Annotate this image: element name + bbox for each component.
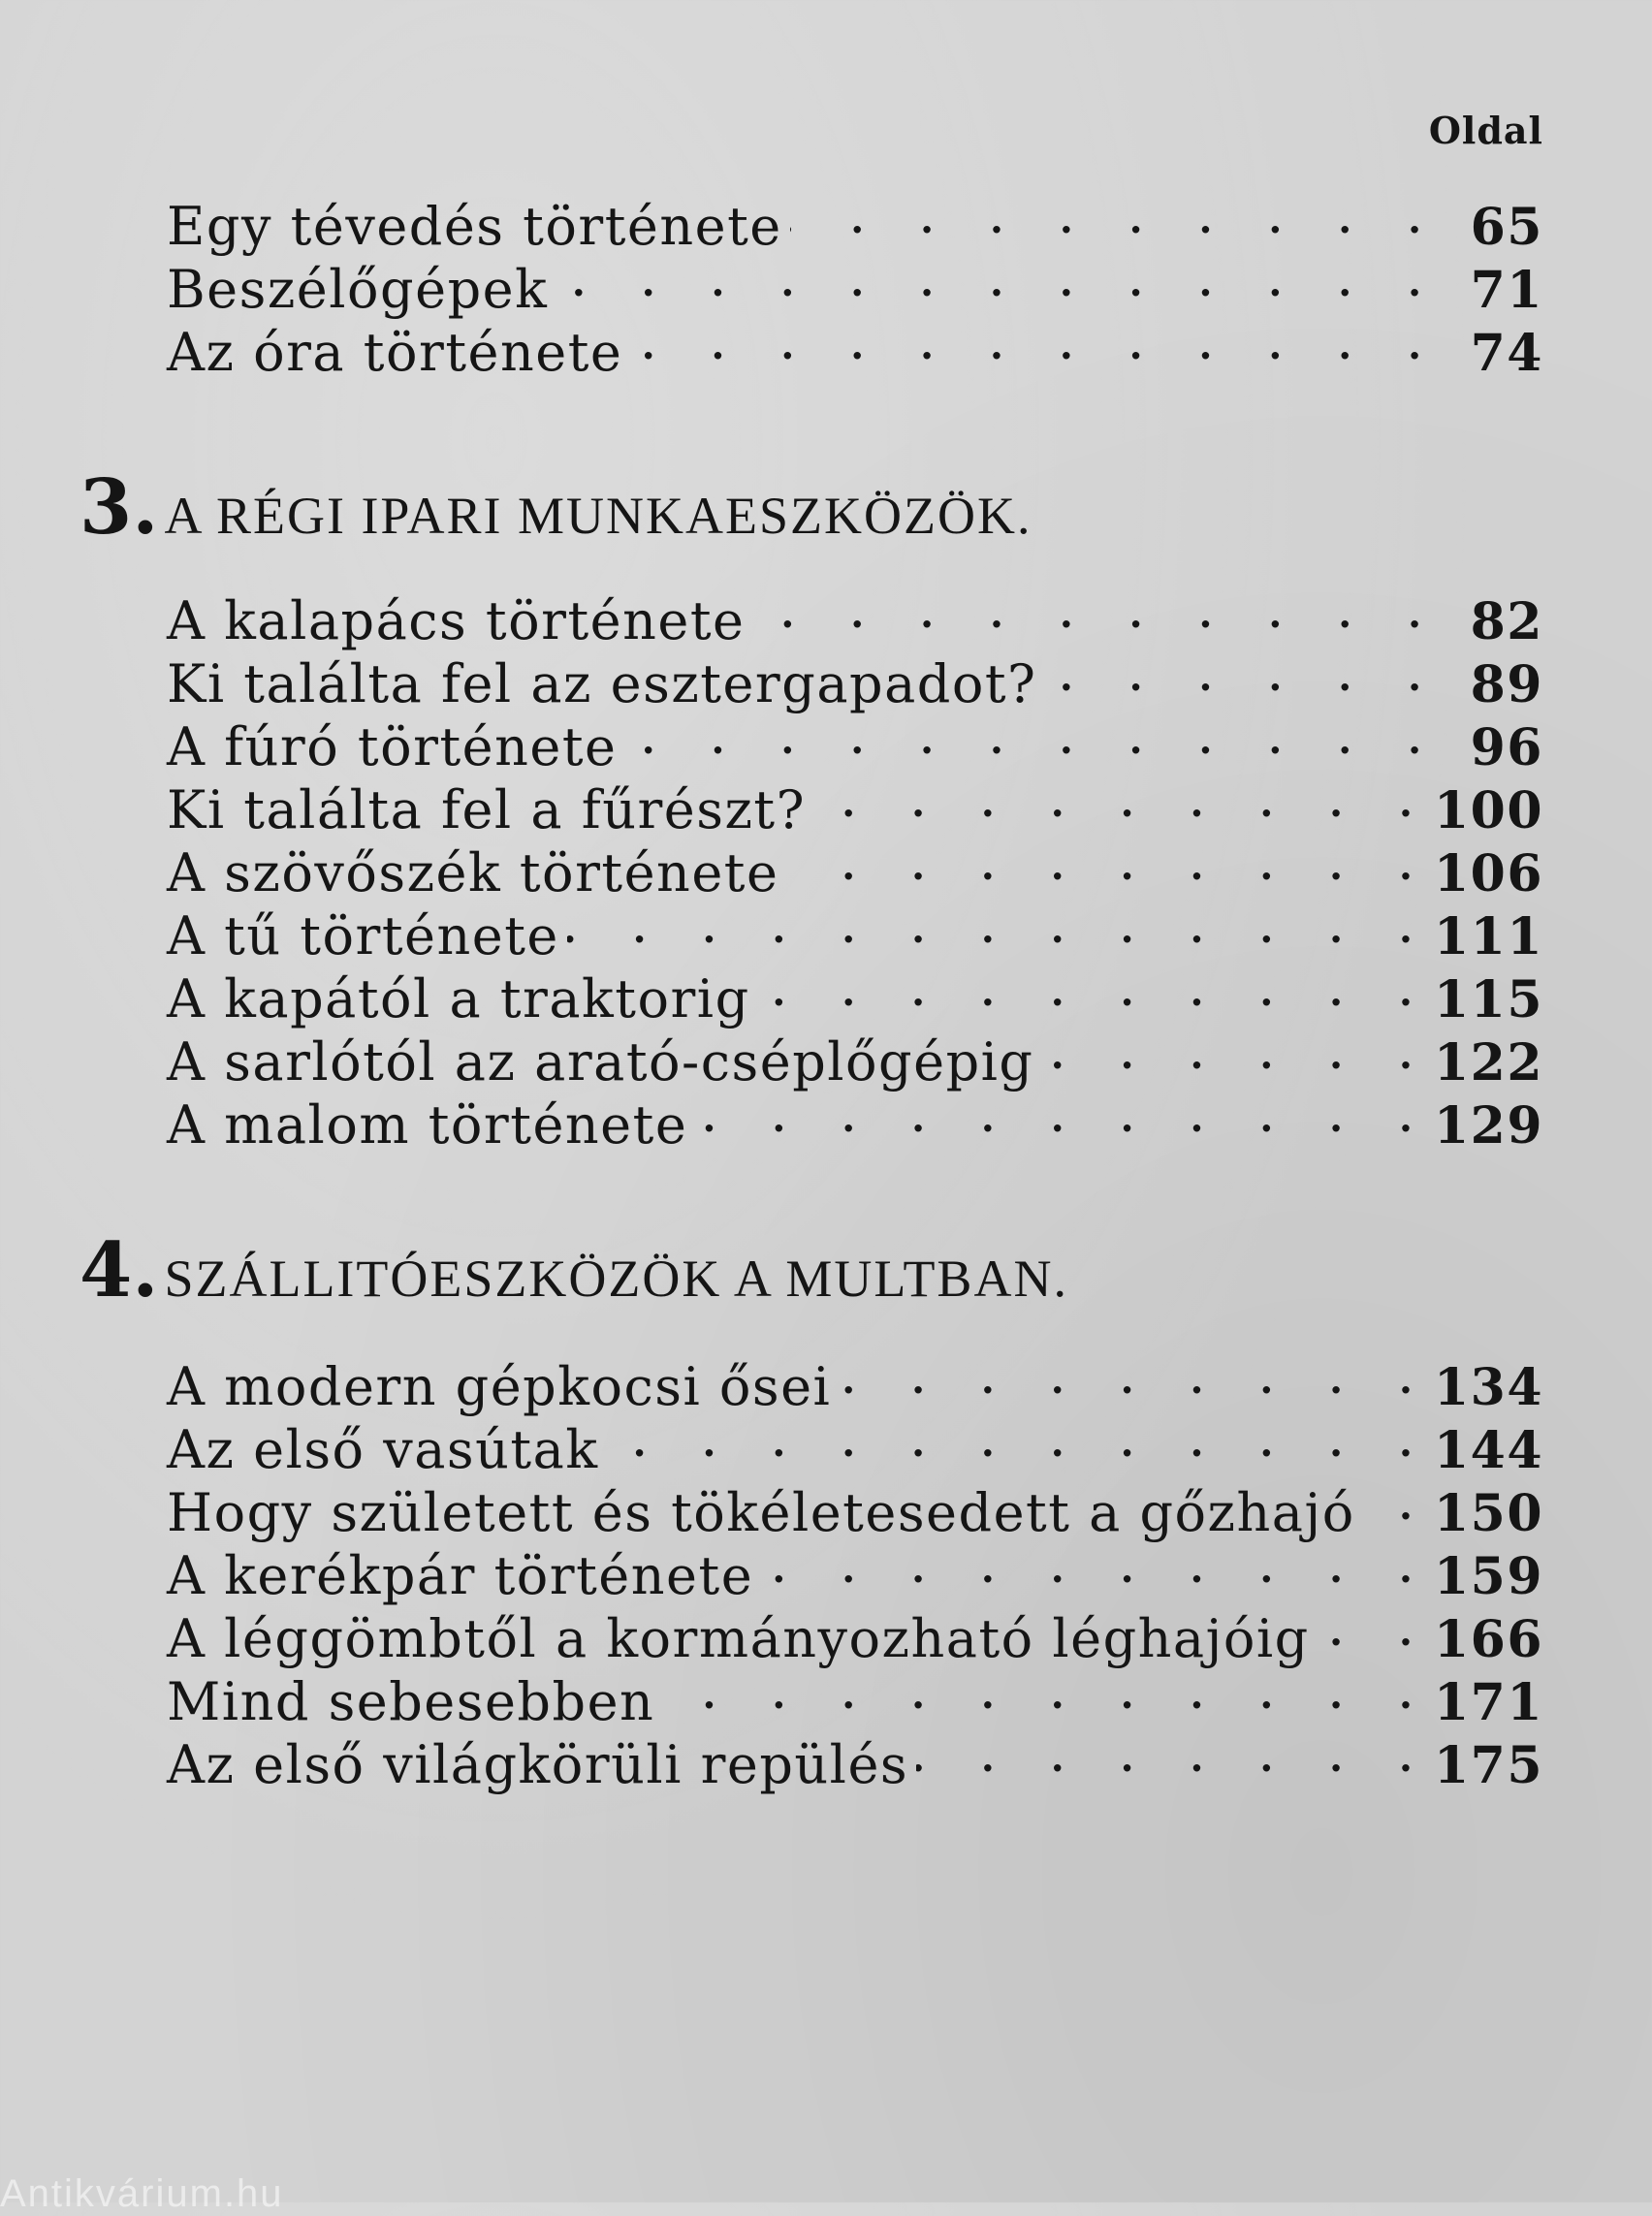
dot-leader (753, 586, 1444, 639)
toc-entry-title: Az első vasútak (167, 1419, 599, 1480)
toc-entry-title: Ki találta fel a fűrészt? (167, 779, 807, 840)
toc-entry-page: 171 (1433, 1673, 1543, 1732)
watermark: Antikvárium.hu (0, 2172, 284, 2215)
toc-entry-page: 65 (1470, 198, 1543, 257)
toc-entry-page: 96 (1470, 718, 1543, 777)
toc-entry-page: 150 (1433, 1484, 1543, 1543)
toc-entry (167, 1667, 1543, 1730)
toc-section-chapter3 (0, 586, 1652, 1154)
toc-entry-title: Mind sebesebben (167, 1671, 655, 1732)
dot-leader (758, 965, 1434, 1017)
dot-leader (625, 712, 1444, 765)
toc-entry-title: A kerékpár története (167, 1545, 754, 1606)
toc-entry (167, 1541, 1543, 1604)
dot-leader (1363, 1478, 1434, 1531)
toc-entry-page: 134 (1433, 1358, 1543, 1417)
toc-entry-page: 71 (1470, 261, 1543, 320)
toc-list (0, 192, 1652, 381)
toc-list (0, 586, 1652, 1154)
chapter-heading-4 (79, 1226, 1068, 1314)
dot-leader (1045, 649, 1444, 702)
toc-entry (167, 965, 1543, 1028)
dot-leader (607, 1415, 1434, 1468)
toc-entry (167, 255, 1543, 318)
toc-entry-page: 175 (1433, 1736, 1543, 1795)
toc-entry (167, 839, 1543, 902)
toc-entry (167, 712, 1543, 776)
toc-entry (167, 1478, 1543, 1541)
toc-entry (167, 649, 1543, 712)
chapter-number: 4. (79, 1226, 159, 1314)
toc-entry (167, 1028, 1543, 1091)
dot-leader (786, 839, 1434, 891)
toc-entry-title: A léggömbtől a kormányozható léghajóig (167, 1608, 1310, 1669)
toc-entry (167, 902, 1543, 965)
toc-entry-page: 166 (1433, 1610, 1543, 1669)
toc-entry (167, 1352, 1543, 1415)
chapter-heading-3 (79, 463, 1032, 552)
toc-entry-title: A modern gépkocsi ősei (167, 1356, 832, 1417)
dot-leader (813, 776, 1434, 828)
toc-entry-page: 115 (1433, 970, 1543, 1029)
toc-entry-title: A tű története (167, 905, 559, 966)
dot-leader (790, 192, 1443, 244)
dot-leader (567, 902, 1434, 954)
chapter-title: SZÁLLITÓESZKÖZÖK A MULTBAN. (164, 1250, 1068, 1308)
page-column-label: Oldal (1428, 109, 1543, 152)
toc-entry-page: 111 (1433, 907, 1543, 966)
dot-leader (1318, 1604, 1434, 1657)
toc-entry-title: A malom története (167, 1094, 688, 1155)
toc-entry-page: 129 (1433, 1096, 1543, 1155)
toc-entry (167, 1091, 1543, 1154)
toc-entry-page: 74 (1470, 324, 1543, 383)
toc-entry (167, 586, 1543, 649)
toc-entry-title: Ki találta fel az esztergapadot? (167, 653, 1037, 714)
toc-entry-title: Beszélőgépek (167, 259, 549, 320)
toc-entry (167, 776, 1543, 839)
toc-entry-title: A kalapács története (167, 590, 746, 651)
toc-entry-title: A kapától a traktorig (167, 968, 750, 1029)
toc-entry-page: 122 (1433, 1033, 1543, 1092)
toc-entry-title: Egy tévedés története (167, 196, 782, 257)
toc-entry (167, 1604, 1543, 1667)
toc-entry-page: 144 (1433, 1421, 1543, 1480)
toc-entry (167, 192, 1543, 255)
toc-entry (167, 318, 1543, 381)
toc-entry-title: Az első világkörüli repülés (167, 1734, 909, 1795)
toc-entry-title: A fúró története (167, 716, 618, 777)
dot-leader (839, 1352, 1434, 1405)
toc-entry-page: 100 (1433, 781, 1543, 840)
toc-section-chapter4 (0, 1352, 1652, 1793)
dot-leader (662, 1667, 1434, 1720)
toc-entry-page: 106 (1433, 844, 1543, 903)
toc-entry-page: 82 (1470, 592, 1543, 651)
toc-entry-page: 159 (1433, 1547, 1543, 1606)
dot-leader (1041, 1028, 1433, 1080)
dot-leader (695, 1091, 1434, 1143)
dot-leader (916, 1730, 1434, 1783)
toc-entry-title: A szövőszék története (167, 842, 779, 903)
toc-entry-title: Az óra története (167, 322, 623, 383)
dot-leader (630, 318, 1443, 370)
toc-entry-title: Hogy született és tökéletesedett a gőzhajó (167, 1482, 1355, 1543)
toc-entry-page: 89 (1470, 655, 1543, 714)
toc-entry-title: A sarlótól az arató-cséplőgépig (167, 1031, 1034, 1092)
dot-leader (556, 255, 1443, 307)
toc-entry (167, 1730, 1543, 1793)
chapter-number: 3. (79, 463, 159, 552)
toc-entry (167, 1415, 1543, 1478)
chapter-title: A RÉGI IPARI MUNKAESZKÖZÖK. (164, 487, 1032, 545)
toc-list (0, 1352, 1652, 1793)
dot-leader (761, 1541, 1434, 1594)
toc-section-intro (0, 192, 1652, 381)
